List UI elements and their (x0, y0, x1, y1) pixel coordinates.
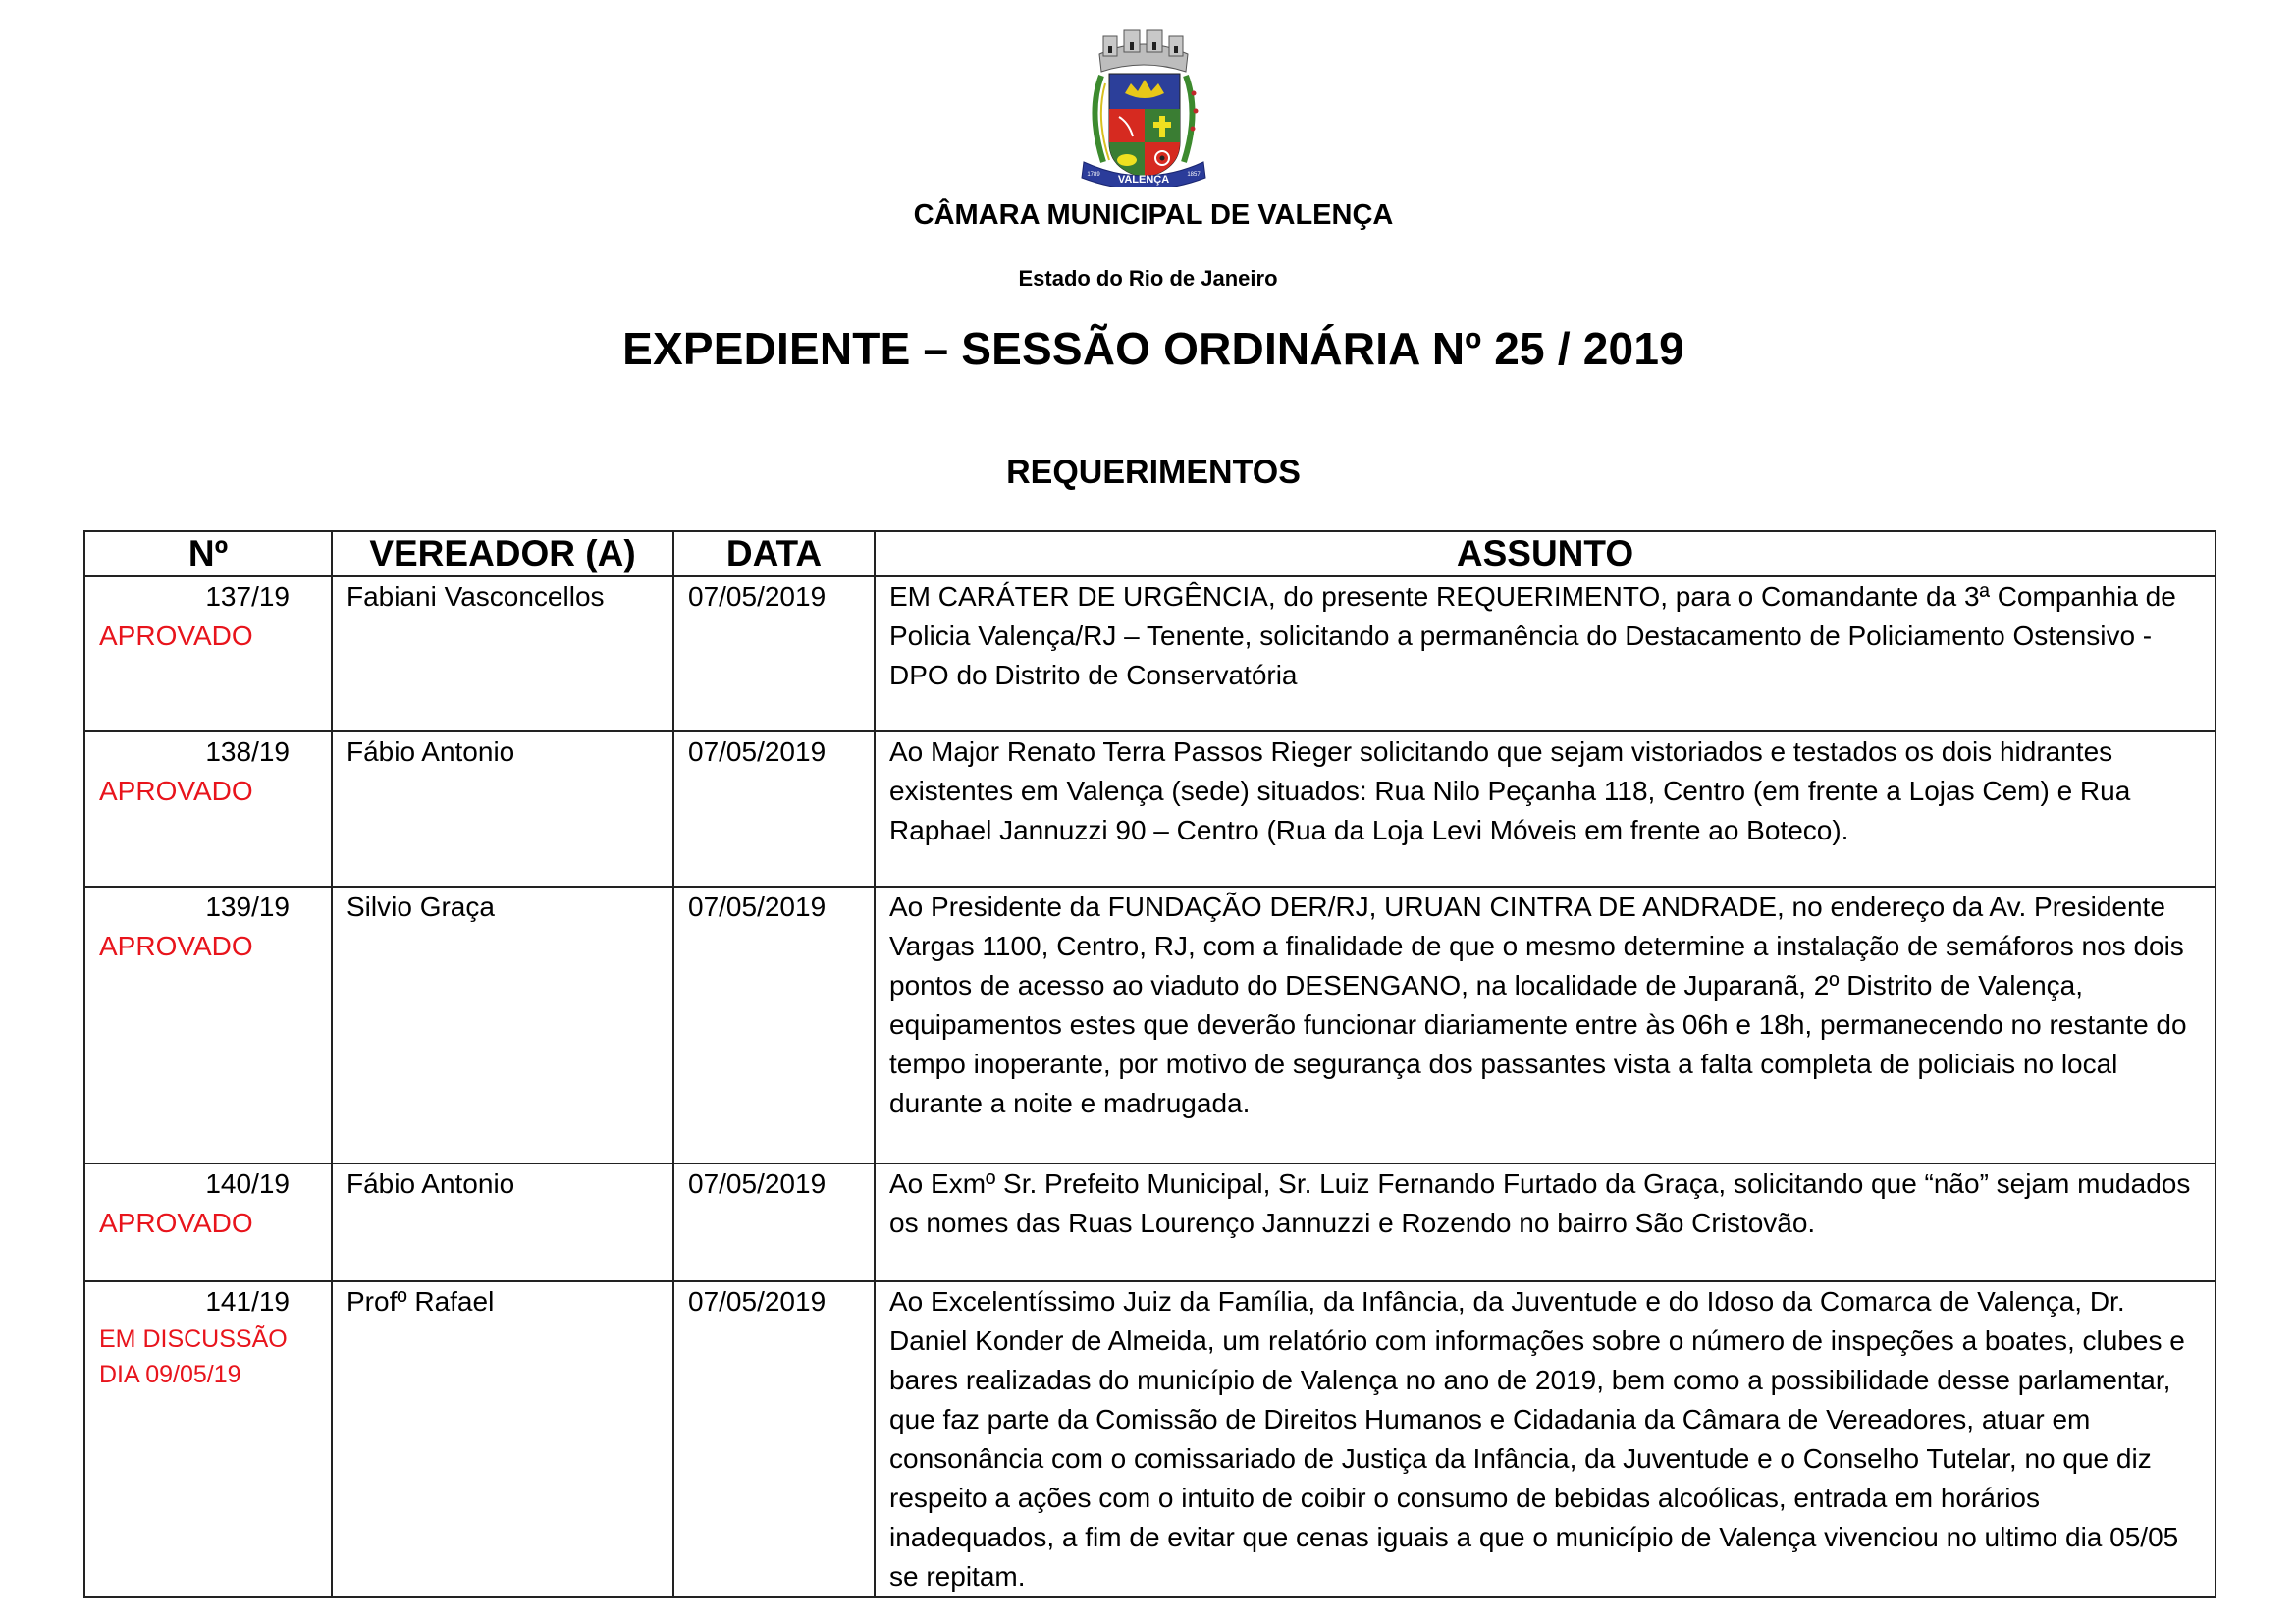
column-header-number: Nº (84, 531, 332, 576)
crest-year-right: 1857 (1187, 172, 1201, 178)
document-title: EXPEDIENTE – SESSÃO ORDINÁRIA Nº 25 / 2019 (622, 323, 1684, 374)
table-row (84, 1281, 2216, 1597)
crest-banner-text: VALENÇA (1117, 174, 1170, 186)
request-number: 137/19 (205, 581, 290, 612)
org-name: CÂMARA MUNICIPAL DE VALENÇA (913, 199, 1394, 231)
date-cell: 07/05/2019 (673, 731, 875, 887)
table-row (84, 887, 2216, 1163)
org-state: Estado do Rio de Janeiro (1018, 266, 1278, 291)
request-number: 139/19 (205, 892, 290, 922)
date-cell: 07/05/2019 (673, 1163, 875, 1281)
request-number: 141/19 (205, 1286, 290, 1317)
date-cell: 07/05/2019 (673, 887, 875, 1163)
column-header-subject: ASSUNTO (875, 531, 2216, 576)
subject-cell: Ao Excelentíssimo Juiz da Família, da Infância, da Juventude e do Idoso da Comarca de Valença, Dr. Daniel Konder de Almeida, um relatório com informações sobre o número de inspeções a boates, clubes e bares realizadas do município de Valença no ano de 2019, bem como a possibilidade desse parlamentar, que faz parte da Comissão de Direitos Humanos e Cidadania da Câmara de Vereadores, atuar em consonância com o comissariado de Justiça da Infância, da Juventude e o Conselho Tutelar, no que diz respeito a ações com o intuito de coibir o consumo de bebidas alcoólicas, entrada em horários inadequados, a fim de evitar que cenas iguais a que o município de Valença vivenciou no ultimo dia 05/05 se repitam. (875, 1281, 2216, 1597)
table-row (84, 576, 2216, 731)
councilor-cell: Silvio Graça (332, 887, 673, 1163)
status-badge: APROVADO (99, 621, 253, 651)
table-row (84, 1163, 2216, 1281)
councilor-cell: Fábio Antonio (332, 731, 673, 887)
councilor-cell: Fábio Antonio (332, 1163, 673, 1281)
column-header-councilor: VEREADOR (A) (332, 531, 673, 576)
shield (1109, 74, 1180, 178)
councilor-cell: Fabiani Vasconcellos (332, 576, 673, 731)
number-cell (84, 1281, 332, 1597)
request-number: 138/19 (205, 736, 290, 767)
subject-cell: Ao Major Renato Terra Passos Rieger solicitando que sejam vistoriados e testados os dois hidrantes existentes em Valença (sede) situados: Rua Nilo Peçanha 118, Centro (em frente a Lojas Cem) e Rua Raphael Jannuzzi 90 – Centro (Rua da Loja Levi Móveis em frente ao Boteco). (875, 731, 2216, 887)
subject-cell: Ao Presidente da FUNDAÇÃO DER/RJ, URUAN CINTRA DE ANDRADE, no endereço da Av. Presidente Vargas 1100, Centro, RJ, com a finalidade de que o mesmo determine a instalação de semáforos nos dois pontos de acesso ao viaduto do DESENGANO, na localidade de Juparanã, 2º Distrito de Valença, equipamentos estes que deverão funcionar diariamente entre às 06h e 18h, permanecendo no restante do tempo inoperante, por motivo de segurança dos passantes vista a falta completa de policiais no local durante a noite e madrugada. (875, 887, 2216, 1163)
table-header-row (84, 531, 2216, 576)
coat-of-arms-icon (1070, 15, 1217, 187)
status-date: DIA 09/05/19 (99, 1361, 241, 1388)
number-cell (84, 887, 332, 1163)
number-cell (84, 576, 332, 731)
date-cell: 07/05/2019 (673, 1281, 875, 1597)
status-badge: APROVADO (99, 931, 253, 961)
councilor-cell: Profº Rafael (332, 1281, 673, 1597)
status-badge: EM DISCUSSÃO (99, 1325, 288, 1353)
subject-cell: EM CARÁTER DE URGÊNCIA, do presente REQUERIMENTO, para o Comandante da 3ª Companhia de Policia Valença/RJ – Tenente, solicitando a permanência do Destacamento de Policiamento Ostensivo - DPO do Distrito de Conservatória (875, 576, 2216, 731)
number-cell (84, 731, 332, 887)
section-title: REQUERIMENTOS (1006, 454, 1301, 491)
crest-year-left: 1789 (1087, 172, 1100, 178)
requirements-table (83, 530, 2216, 1598)
column-header-date: DATA (673, 531, 875, 576)
status-badge: APROVADO (99, 776, 253, 806)
mural-crown (1099, 30, 1188, 72)
date-cell: 07/05/2019 (673, 576, 875, 731)
status-badge: APROVADO (99, 1208, 253, 1238)
table-row (84, 731, 2216, 887)
number-cell (84, 1163, 332, 1281)
subject-cell: Ao Exmº Sr. Prefeito Municipal, Sr. Luiz Fernando Furtado da Graça, solicitando que “não” sejam mudados os nomes das Ruas Lourenço Jannuzzi e Rozendo no bairro São Cristovão. (875, 1163, 2216, 1281)
request-number: 140/19 (205, 1168, 290, 1199)
